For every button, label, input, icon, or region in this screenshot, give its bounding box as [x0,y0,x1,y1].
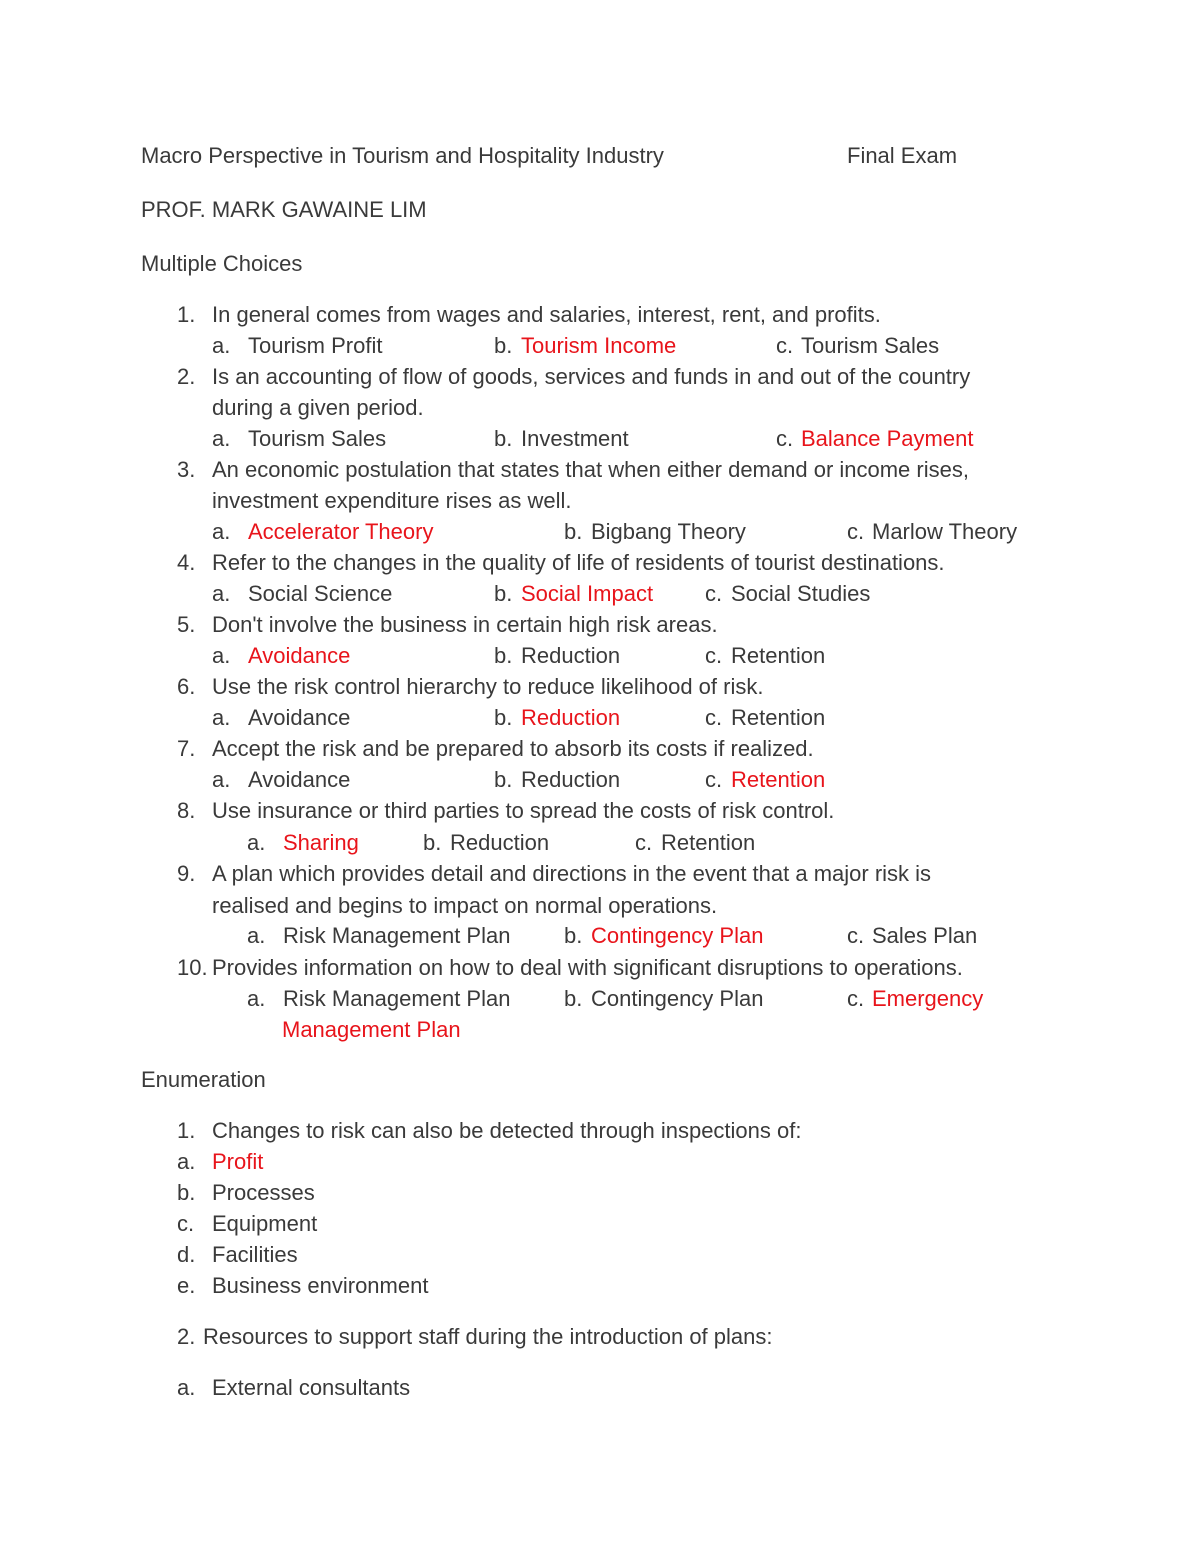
choice-letter: a. [247,986,266,1011]
correct-answer: Social Impact [521,581,654,606]
question-text: investment expenditure rises as well. [212,488,572,513]
choice-text: Reduction [450,830,550,855]
choice-text: Sales Plan [872,923,978,948]
choice-letter: a. [247,830,266,855]
choice-letter: c. [705,581,723,606]
question-text: realised and begins to impact on normal operations. [212,893,718,918]
correct-answer: Retention [731,767,826,792]
choice-text: Marlow Theory [872,519,1018,544]
choice-letter: a. [247,923,266,948]
choice-letter: b. [494,333,513,358]
choice-letter: a. [212,643,231,668]
question-number: 1. [177,302,196,327]
correct-answer: Tourism Income [521,333,677,358]
question-number: 8. [177,798,196,823]
enumeration-answer: Processes [212,1180,315,1205]
choice-letter: b. [494,426,513,451]
question-number: 6. [177,674,196,699]
correct-answer: Sharing [283,830,359,855]
question-number: 5. [177,612,196,637]
choice-letter: b. [564,986,583,1011]
question-text: Provides information on how to deal with significant disruptions to operations. [212,955,963,980]
correct-answer: Management Plan [282,1017,461,1042]
enumeration-prompt: Resources to support staff during the introduction of plans: [203,1324,773,1349]
enumeration-answer: External consultants [212,1375,411,1400]
enumeration-answer-letter: a. [177,1149,196,1174]
choice-letter: c. [705,705,723,730]
choice-letter: b. [494,767,513,792]
question-text: Use insurance or third parties to spread the costs of risk control. [212,798,835,823]
choice-letter: c. [776,333,794,358]
choice-letter: c. [847,519,865,544]
question-number: 7. [177,736,196,761]
choice-text: Social Science [248,581,393,606]
choice-letter: b. [423,830,442,855]
course-title: Macro Perspective in Tourism and Hospitality Industry [141,143,664,168]
choice-letter: c. [705,767,723,792]
choice-text: Tourism Sales [248,426,387,451]
correct-answer: Reduction [521,705,621,730]
question-number: 3. [177,457,196,482]
question-text: Use the risk control hierarchy to reduce likelihood of risk. [212,674,764,699]
enumeration-prompt: Changes to risk can also be detected through inspections of: [212,1118,802,1143]
choice-text: Reduction [521,767,621,792]
enumeration-answer: Equipment [212,1211,318,1236]
question-text: Is an accounting of flow of goods, services and funds in and out of the country [212,364,971,389]
enumeration-answer-letter: a. [177,1375,196,1400]
enumeration-section-title: Enumeration [141,1067,266,1092]
question-text: during a given period. [212,395,424,420]
correct-answer: Contingency Plan [591,923,764,948]
choice-letter: b. [564,519,583,544]
choice-text: Contingency Plan [591,986,764,1011]
choice-letter: b. [494,705,513,730]
choice-text: Risk Management Plan [283,923,511,948]
choice-letter: c. [847,986,865,1011]
correct-answer: Accelerator Theory [248,519,434,544]
correct-answer: Avoidance [248,643,351,668]
choice-letter: b. [494,581,513,606]
choice-text: Retention [661,830,756,855]
question-text: Refer to the changes in the quality of life of residents of tourist destinations. [212,550,945,575]
choice-letter: a. [212,426,231,451]
choice-letter: b. [564,923,583,948]
choice-text: Retention [731,643,826,668]
choice-letter: c. [847,923,865,948]
choice-text: Social Studies [731,581,871,606]
question-text: A plan which provides detail and directions in the event that a major risk is [212,861,932,886]
choice-text: Tourism Profit [248,333,383,358]
choice-text: Retention [731,705,826,730]
question-number: 9. [177,861,196,886]
enumeration-number: 2. [177,1324,196,1349]
choice-text: Risk Management Plan [283,986,511,1011]
choice-letter: c. [776,426,794,451]
enumeration-answer-letter: d. [177,1242,196,1267]
enumeration-answer: Business environment [212,1273,429,1298]
correct-answer: Emergency [872,986,984,1011]
choice-letter: a. [212,767,231,792]
choice-text: Bigbang Theory [591,519,746,544]
choice-text: Avoidance [248,705,351,730]
enumeration-answer: Facilities [212,1242,298,1267]
mcq-section-title: Multiple Choices [141,251,303,276]
choice-text: Investment [521,426,629,451]
correct-answer: Balance Payment [801,426,974,451]
question-number: 4. [177,550,196,575]
enumeration-number: 1. [177,1118,196,1143]
question-text: In general comes from wages and salaries, interest, rent, and profits. [212,302,881,327]
question-text: An economic postulation that states that when either demand or income rises, [212,457,969,482]
choice-letter: b. [494,643,513,668]
professor-name: PROF. MARK GAWAINE LIM [141,197,427,222]
choice-text: Reduction [521,643,621,668]
enumeration-answer-letter: b. [177,1180,196,1205]
choice-letter: a. [212,333,231,358]
choice-text: Avoidance [248,767,351,792]
choice-letter: c. [635,830,653,855]
correct-answer: Profit [212,1149,264,1174]
choice-letter: a. [212,519,231,544]
question-text: Don't involve the business in certain high risk areas. [212,612,718,637]
enumeration-answer-letter: e. [177,1273,196,1298]
choice-letter: a. [212,581,231,606]
exam-type: Final Exam [847,143,958,168]
question-number: 2. [177,364,196,389]
choice-letter: a. [212,705,231,730]
choice-text: Tourism Sales [801,333,940,358]
question-text: Accept the risk and be prepared to absorb its costs if realized. [212,736,814,761]
enumeration-answer-letter: c. [177,1211,195,1236]
choice-letter: c. [705,643,723,668]
question-number: 10. [177,955,208,980]
